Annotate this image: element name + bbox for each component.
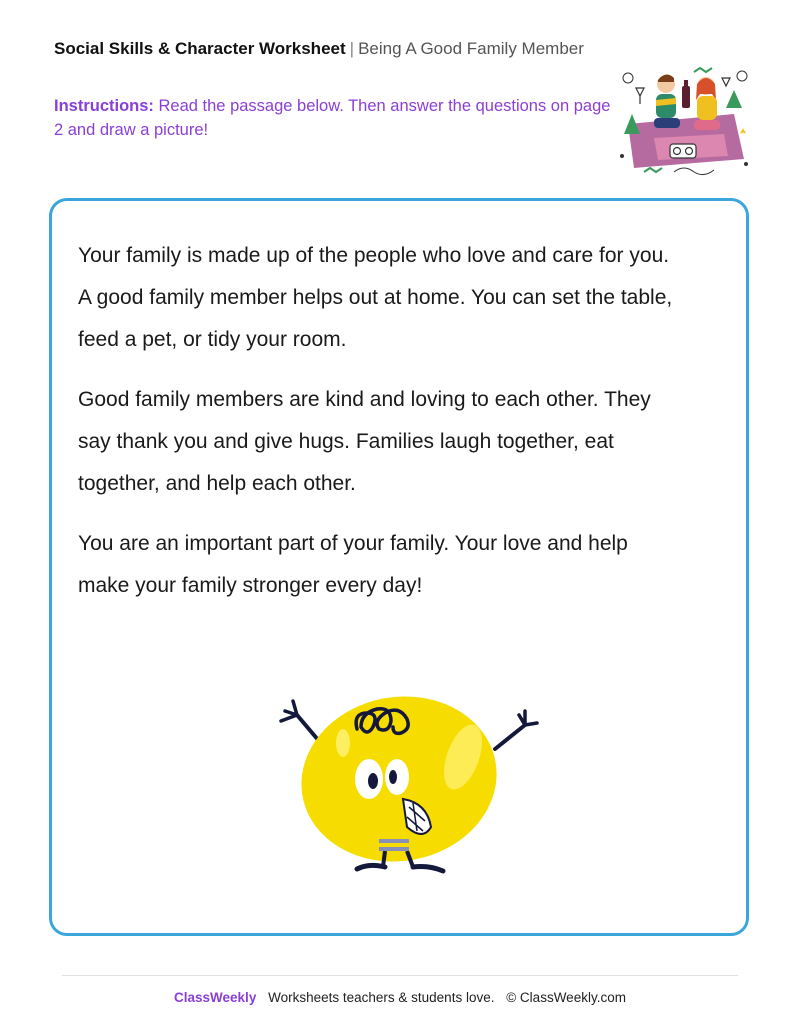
instructions-label: Instructions: [54, 97, 154, 115]
footer-copyright: © ClassWeekly.com [506, 990, 626, 1005]
passage-paragraph-1: Your family is made up of the people who love and care for you. A good family member helps out at home. You can set the table, feed a pet, or tidy your room. [78, 244, 673, 351]
worksheet-header [54, 38, 584, 60]
footer-tagline: Worksheets teachers & students love. [268, 990, 495, 1005]
reading-passage [78, 235, 678, 625]
instructions-text: Read the passage below. Then answer the questions on page 2 and draw a picture! [54, 97, 611, 139]
footer-divider [62, 975, 738, 976]
footer-brand[interactable]: ClassWeekly [174, 990, 257, 1005]
passage-paragraph-3: You are an important part of your family. Your love and help make your family stronger every day! [78, 532, 628, 597]
worksheet-title: Social Skills & Character Worksheet [54, 39, 346, 58]
family-picnic-illustration-icon [614, 64, 754, 180]
passage-paragraph-2: Good family members are kind and loving to each other. They say thank you and give hugs. Families laugh together, eat together, and help each other. [78, 388, 651, 495]
passage-box [49, 198, 749, 936]
footer [0, 990, 800, 1005]
happy-yellow-mascot-icon [257, 671, 557, 881]
worksheet-subtitle: Being A Good Family Member [358, 39, 584, 58]
instructions [54, 94, 614, 142]
header-separator: | [349, 39, 355, 58]
